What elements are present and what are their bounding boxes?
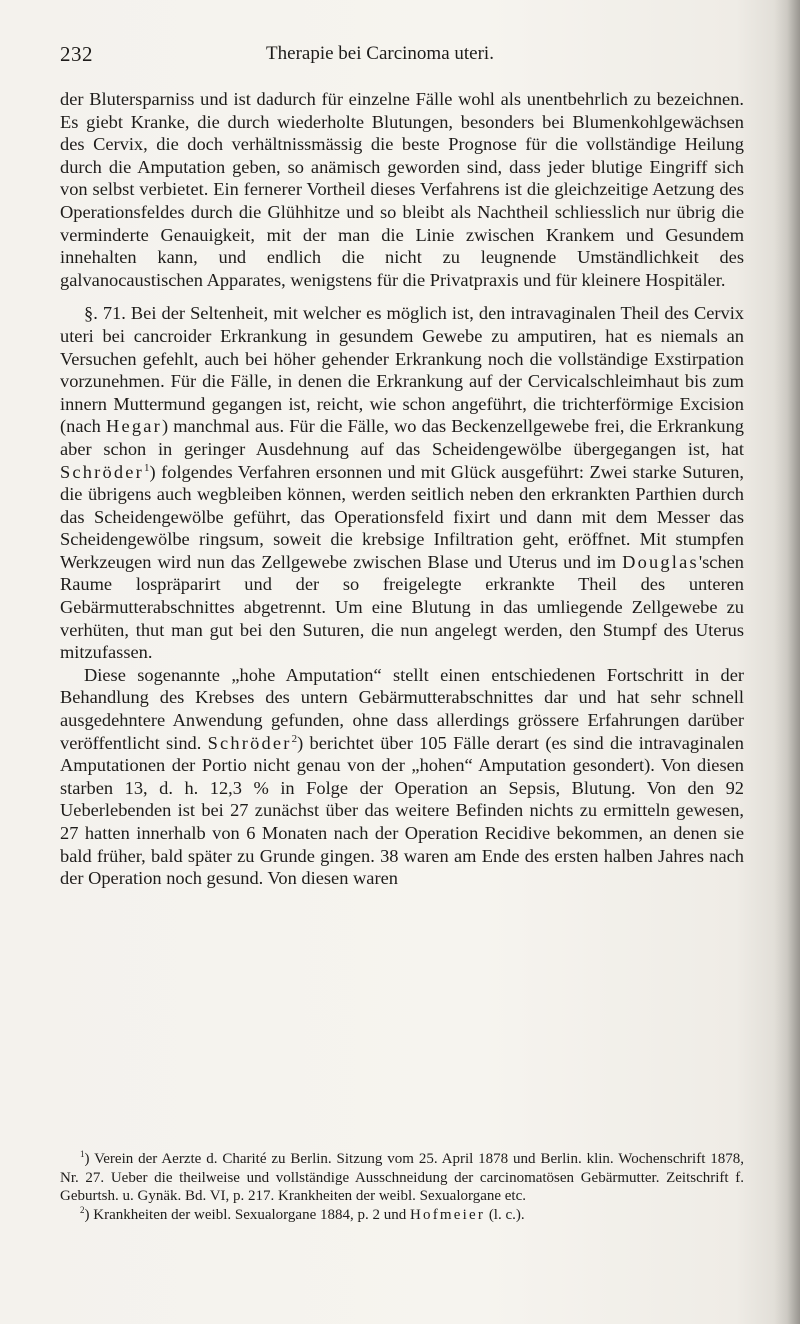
footnote-text: ) Verein der Aerzte d. Charité zu Berlin. Sitzung vom 25. April 1878 und Berlin. klin. Wochenschrift 1878, Nr. 27. Ueber die theilweise und vollständige Ausschneidung der carcinomatösen Gebärmutter. Zeitschrift f. Geburtsh. u. Gynäk. Bd. VI, p. 217. Krankheiten der weibl. Sexualorgane etc. <box>60 1151 744 1205</box>
footnote-mark-1: 1 <box>80 1149 85 1159</box>
footnote-2 <box>60 1206 744 1225</box>
text-run: Diese sogenannte „hohe Amputation“ stellt einen entschiedenen Fortschritt in der Behandlung des Krebses des untern Gebärmutterabschnittes dar und hat sehr schnell ausgedehntere Anwendung gefunden, ohne dass allerdings grössere Erfahrungen darüber veröffentlicht sind. <box>60 664 744 753</box>
footnote-mark-2: 2 <box>80 1204 85 1215</box>
text-run: ) manchmal aus. Für die Fälle, wo das Beckenzellgewebe frei, die Erkrankung aber schon in geringer Ausdehnung auf das Scheidengewölbe übergegangen ist, hat <box>60 416 744 459</box>
text-run: 'schen Raume lospräparirt und der so freigelegte erkrankte Theil des unteren Gebärmutterabschnittes abgetrennt. Um eine Blutung in das umliegende Zellgewebe zu verhüten, thut man gut bei den Suturen, die nun angelegt werden, den Stumpf des Uterus mitzufassen. <box>60 551 744 663</box>
footnote-1 <box>60 1150 744 1206</box>
main-text <box>60 88 744 890</box>
text-run: ) folgendes Verfahren ersonnen und mit Glück ausgeführt: Zwei starke Suturen, die übrigens auch wegbleiben können, werden seitlich neben den erkrankten Parthien durch das Scheidengewölbe geführt, das Operationsfeld fixirt und dann mit dem Messer das Scheidengewölbe ringsum, soweit die krebsige Infiltration geht, eröffnet. Mit stumpfen Werkzeugen wird nun das Zellgewebe zwischen Blase und Uterus und im <box>60 461 744 572</box>
author-name-schroeder: Schröder <box>207 732 292 753</box>
page-edge-shadow <box>774 0 800 1324</box>
author-name-schroeder: Schröder <box>60 461 144 482</box>
author-name-hofmeier: Hofmeier <box>409 1206 486 1223</box>
paragraph-hohe-amputation <box>60 664 744 890</box>
footnote-ref-1: 1 <box>144 461 150 474</box>
footnote-ref-2: 2 <box>291 732 298 745</box>
footnote-text: (l. c.). <box>485 1206 525 1223</box>
text-run: §. 71. Bei der Seltenheit, mit welcher es möglich ist, den intravaginalen Theil des Cervix uteri bei cancroider Erkrankung in gesundem Gewebe zu amputiren, hat es niemals an Versuchen gefehlt, auch bei höher gehender Erkrankung noch die vollständige Exstirpation vorzunehmen. Für die Fälle, in denen die Erkrankung auf der Cervicalschleimhaut bis zum innern Muttermund gegangen ist, reicht, wie schon angeführt, die trichterförmige Excision (nach <box>60 303 744 437</box>
author-name-hegar: Hegar <box>106 416 162 437</box>
paragraph-continuation: der Blutersparniss und ist dadurch für einzelne Fälle wohl als unentbehrlich zu bezeichnen. Es giebt Kranke, die durch wiederholte Blutungen, besonders bei Blumenkohlgewächsen des Cervix, die doch verhältnissmässig die beste Prognose für die vollständige Heilung durch die Amputation geben, so anämisch geworden sind, dass jeder blutige Eingriff sich von selbst verbietet. Ein fernerer Vortheil dieses Verfahrens ist die gleichzeitige Aetzung des Operationsfeldes durch die Glühhitze und so bleibt als Nachtheil schliesslich nur übrig die verminderte Genauigkeit, mit der man die Linie zwischen Krankem und Gesundem innehalten kann, und endlich die nicht zu leugnende Umständlichkeit des galvanocaustischen Apparates, wenigstens für die Privatpraxis und für kleinere Hospitäler. <box>60 89 744 290</box>
running-title: Therapie bei Carcinoma uteri. <box>266 43 494 64</box>
footnotes <box>60 1150 744 1224</box>
footnote-text: ) Krankheiten der weibl. Sexualorgane 1884, p. 2 und <box>84 1206 410 1223</box>
page-number: 232 <box>60 42 93 66</box>
paragraph-section-71 <box>60 302 744 664</box>
text-run: ) berichtet über 105 Fälle derart (es sind die intravaginalen Amputationen der Portio nicht genau von der „hohen“ Amputation gesondert). Von diesen starben 13, d. h. 12,3 % in Folge der Operation an Sepsis, Blutung. Von den 92 Ueberlebenden ist bei 27 zunächst über das weitere Befinden nichts zu ermitteln gewesen, 27 hatten innerhalb von 6 Monaten nach der Operation Recidive bekommen, an denen sie bald früher, bald später zu Grunde gingen. 38 waren am Ende des ersten halben Jahres nach der Operation noch gesund. Von diesen waren <box>60 732 744 889</box>
page-header <box>60 42 700 72</box>
author-name-douglas: Douglas <box>622 551 699 572</box>
